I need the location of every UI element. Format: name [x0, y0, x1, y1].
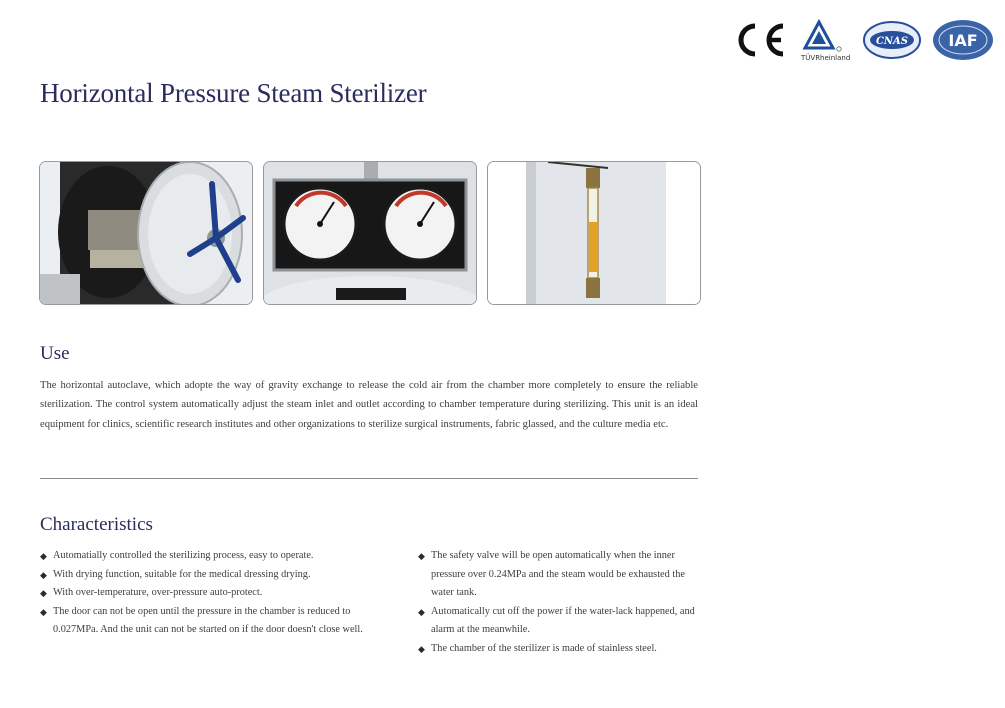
list-item: ◆ The safety valve will be open automatically when the inner pressure over 0.24MPa and the steam would be exhausted the water tank.	[418, 547, 708, 603]
list-item: ◆ Automatially controlled the sterilizing process, easy to operate.	[40, 547, 380, 566]
pressure-gauges-photo	[263, 161, 477, 305]
tuv-label: TÜVRheinland	[801, 54, 851, 62]
tuv-rheinland-logo	[799, 18, 853, 62]
characteristics-list-left	[40, 547, 380, 640]
characteristics-list-right	[418, 547, 708, 659]
cnas-logo	[861, 18, 923, 62]
sterilizer-door-photo	[39, 161, 253, 305]
list-item: ◆ With drying function, suitable for the medical dressing drying.	[40, 566, 380, 585]
list-item: ◆ The door can not be open until the pressure in the chamber is reduced to 0.027MPa. And the unit can not be started on if the door doesn't close well.	[40, 603, 380, 640]
iaf-label: IAF	[948, 31, 978, 50]
water-level-gauge-photo	[487, 161, 701, 305]
list-item: ◆ The chamber of the sterilizer is made of stainless steel.	[418, 640, 708, 659]
use-description: The horizontal autoclave, which adopte the way of gravity exchange to release the cold air from the chamber more completely to ensure the reliable sterilization. The control system automatically adjust the steam inlet and outlet according to chamber temperature during sterilizing. This unit is an ideal equipment for clinics, scientific research institutes and other organizations to sterilize surgical instruments, fabric glassed, and the culture media etc.	[40, 380, 698, 430]
section-divider	[40, 478, 698, 479]
ce-mark-logo	[733, 18, 791, 62]
use-heading: Use	[40, 343, 70, 364]
page-title: Horizontal Pressure Steam Sterilizer	[40, 78, 427, 108]
certification-logos	[733, 18, 995, 64]
characteristics-heading: Characteristics	[40, 514, 153, 535]
list-item: ◆ With over-temperature, over-pressure auto-protect.	[40, 584, 380, 603]
list-item: ◆ Automatically cut off the power if the water-lack happened, and alarm at the meanwhile.	[418, 603, 708, 640]
cnas-label: CNAS	[875, 36, 909, 47]
iaf-logo	[931, 18, 995, 62]
